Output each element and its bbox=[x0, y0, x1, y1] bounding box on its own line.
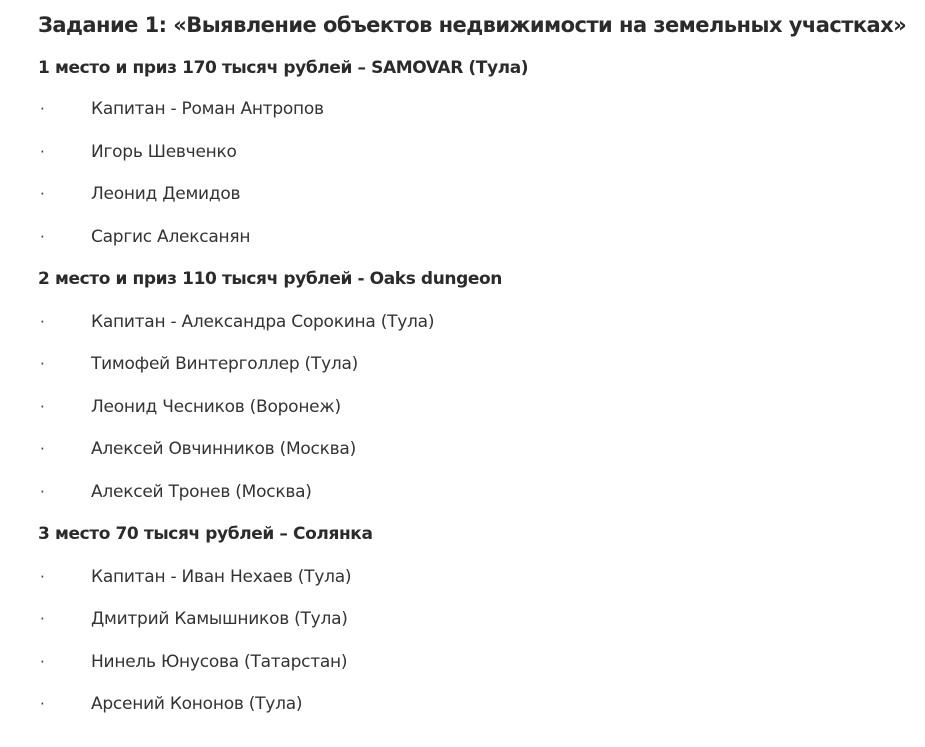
bullet-icon: · bbox=[40, 440, 45, 458]
bullet-icon: · bbox=[40, 483, 45, 501]
place-3-heading: 3 место 70 тысяч рублей – Солянка bbox=[38, 524, 373, 544]
bullet-icon: · bbox=[40, 313, 45, 331]
member-name: Капитан - Александра Сорокина (Тула) bbox=[91, 312, 435, 332]
bullet-icon: · bbox=[40, 355, 45, 373]
bullet-icon: · bbox=[40, 185, 45, 203]
member-name: Дмитрий Камышников (Тула) bbox=[91, 609, 348, 629]
bullet-icon: · bbox=[40, 228, 45, 246]
member-name: Леонид Демидов bbox=[91, 184, 241, 204]
place-2-heading: 2 место и приз 110 тысяч рублей - Oaks dungeon bbox=[38, 269, 502, 289]
place-1-heading: 1 место и приз 170 тысяч рублей – SAMOVAR (Тула) bbox=[38, 58, 529, 78]
bullet-icon: · bbox=[40, 610, 45, 628]
member-name: Арсений Кононов (Тула) bbox=[91, 694, 303, 714]
member-name: Нинель Юнусова (Татарстан) bbox=[91, 652, 348, 672]
member-name: Игорь Шевченко bbox=[91, 142, 237, 162]
task-title: Задание 1: «Выявление объектов недвижимости на земельных участках» bbox=[38, 13, 907, 37]
bullet-icon: · bbox=[40, 143, 45, 161]
bullet-icon: · bbox=[40, 653, 45, 671]
member-name: Алексей Овчинников (Москва) bbox=[91, 439, 356, 459]
bullet-icon: · bbox=[40, 695, 45, 713]
bullet-icon: · bbox=[40, 398, 45, 416]
member-name: Капитан - Иван Нехаев (Тула) bbox=[91, 567, 352, 587]
member-name: Тимофей Винтерголлер (Тула) bbox=[91, 354, 359, 374]
member-name: Алексей Тронев (Москва) bbox=[91, 482, 312, 502]
bullet-icon: · bbox=[40, 100, 45, 118]
member-name: Капитан - Роман Антропов bbox=[91, 99, 324, 119]
member-name: Саргис Алексанян bbox=[91, 227, 251, 247]
bullet-icon: · bbox=[40, 568, 45, 586]
member-name: Леонид Чесников (Воронеж) bbox=[91, 397, 341, 417]
